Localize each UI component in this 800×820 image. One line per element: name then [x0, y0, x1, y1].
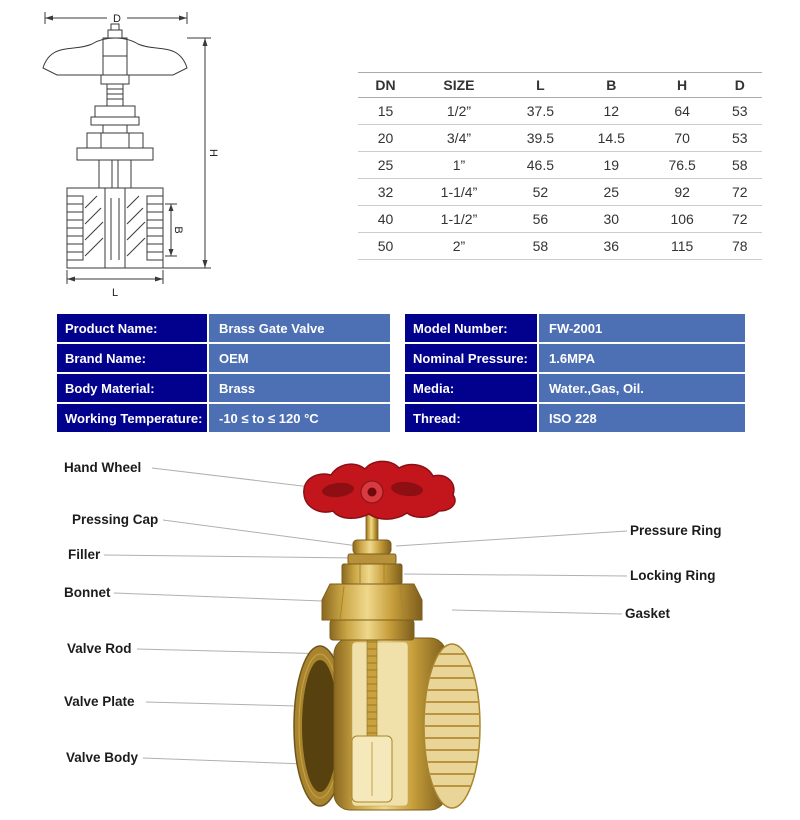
table-header-row	[358, 73, 762, 98]
part-label-locking-ring: Locking Ring	[630, 568, 716, 583]
spec-label: Product Name:	[57, 314, 207, 342]
cell: 52	[505, 179, 576, 206]
part-label-bonnet: Bonnet	[64, 585, 111, 600]
spec-value: 1.6MPA	[539, 344, 745, 372]
spec-value: OEM	[209, 344, 390, 372]
spec-row-brand-name	[57, 344, 390, 372]
cell: 46.5	[505, 152, 576, 179]
cell: 12	[576, 98, 647, 125]
cell: 1-1/2”	[413, 206, 505, 233]
cell: 1-1/4”	[413, 179, 505, 206]
cell: 1/2”	[413, 98, 505, 125]
cell: 20	[358, 125, 413, 152]
dim-label-b: B	[172, 226, 184, 234]
cell: 25	[358, 152, 413, 179]
dim-label-h: H	[207, 149, 219, 157]
spec-value: ISO 228	[539, 404, 745, 432]
spec-row-model-number	[405, 314, 745, 342]
part-label-gasket: Gasket	[625, 606, 671, 621]
part-label-valve-plate: Valve Plate	[64, 694, 135, 709]
spec-label: Body Material:	[57, 374, 207, 402]
cell: 40	[358, 206, 413, 233]
part-label-hand-wheel: Hand Wheel	[64, 460, 142, 475]
part-label-valve-body: Valve Body	[66, 750, 139, 765]
col-header-size: SIZE	[413, 73, 505, 98]
cell: 25	[576, 179, 647, 206]
cell: 58	[718, 152, 762, 179]
cell: 53	[718, 125, 762, 152]
cell: 76.5	[647, 152, 718, 179]
spec-label: Media:	[405, 374, 537, 402]
cell: 53	[718, 98, 762, 125]
spec-value: Brass	[209, 374, 390, 402]
cell: 78	[718, 233, 762, 260]
spec-row-body-material	[57, 374, 390, 402]
valve-technical-drawing	[15, 8, 220, 300]
cell: 106	[647, 206, 718, 233]
spec-value: Brass Gate Valve	[209, 314, 390, 342]
cell: 50	[358, 233, 413, 260]
handwheel-illustration	[304, 461, 455, 519]
spec-value: Water.,Gas, Oil.	[539, 374, 745, 402]
spec-value: -10 ≤ to ≤ 120 °C	[209, 404, 390, 432]
spec-label: Brand Name:	[57, 344, 207, 372]
cell: 92	[647, 179, 718, 206]
cell: 1”	[413, 152, 505, 179]
spec-row-thread	[405, 404, 745, 432]
table-row	[358, 98, 762, 125]
cell: 56	[505, 206, 576, 233]
cell: 37.5	[505, 98, 576, 125]
spec-label: Model Number:	[405, 314, 537, 342]
part-label-pressing-cap: Pressing Cap	[72, 512, 159, 527]
part-label-pressure-ring: Pressure Ring	[630, 523, 722, 538]
table-row	[358, 125, 762, 152]
cell: 32	[358, 179, 413, 206]
table-row	[358, 233, 762, 260]
cell: 58	[505, 233, 576, 260]
col-header-h: H	[647, 73, 718, 98]
product-specs-right	[405, 314, 745, 432]
cell: 70	[647, 125, 718, 152]
cell: 15	[358, 98, 413, 125]
dimensions-table	[358, 72, 762, 260]
col-header-b: B	[576, 73, 647, 98]
col-header-l: L	[505, 73, 576, 98]
col-header-d: D	[718, 73, 762, 98]
col-header-dn: DN	[358, 73, 413, 98]
spec-row-media	[405, 374, 745, 402]
dim-label-d: D	[113, 13, 121, 25]
part-label-valve-rod: Valve Rod	[67, 641, 132, 656]
spec-label: Working Temperature:	[57, 404, 207, 432]
cell: 115	[647, 233, 718, 260]
valve-body-illustration	[294, 508, 480, 810]
table-row	[358, 152, 762, 179]
spec-value: FW-2001	[539, 314, 745, 342]
cell: 14.5	[576, 125, 647, 152]
cell: 2”	[413, 233, 505, 260]
spec-row-product-name	[57, 314, 390, 342]
cell: 36	[576, 233, 647, 260]
spec-row-nominal-pressure	[405, 344, 745, 372]
table-row	[358, 179, 762, 206]
cell: 72	[718, 206, 762, 233]
cell: 39.5	[505, 125, 576, 152]
product-specs-left	[57, 314, 390, 432]
spec-label: Thread:	[405, 404, 537, 432]
spec-row-working-temperature	[57, 404, 390, 432]
cell: 64	[647, 98, 718, 125]
parts-diagram	[0, 450, 800, 820]
dim-label-l: L	[111, 287, 119, 299]
part-label-filler: Filler	[68, 547, 101, 562]
spec-label: Nominal Pressure:	[405, 344, 537, 372]
cell: 19	[576, 152, 647, 179]
cell: 30	[576, 206, 647, 233]
table-row	[358, 206, 762, 233]
cell: 72	[718, 179, 762, 206]
cell: 3/4”	[413, 125, 505, 152]
